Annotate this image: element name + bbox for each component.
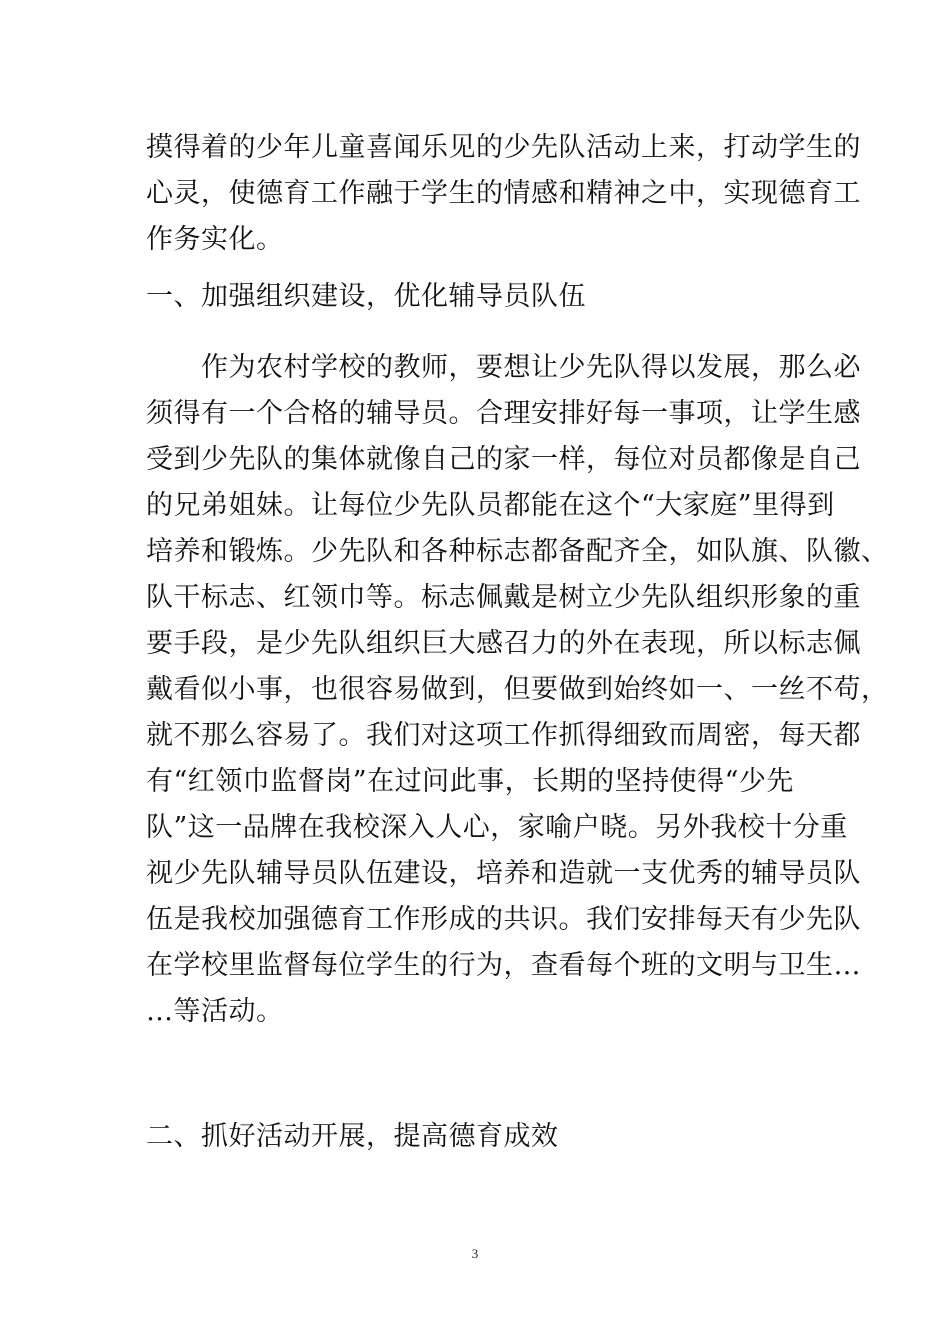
text-line: 作为农村学校的教师，要想让少先队得以发展，那么必 (146, 352, 861, 383)
text-line: 就不那么容易了。我们对这项工作抓得细致而周密，每天都 (146, 720, 861, 751)
text-line: 视少先队辅导员队伍建设，培养和造就一支优秀的辅导员队 (146, 858, 861, 889)
section-heading-2: 二、抓好活动开展，提高德育成效 (146, 1121, 559, 1152)
page-number: 3 (471, 1246, 479, 1261)
text-line: 须得有一个合格的辅导员。合理安排好每一事项，让学生感 (146, 398, 861, 429)
section1-paragraph (146, 345, 889, 1035)
text-line: 摸得着的少年儿童喜闻乐见的少先队活动上来，打动学生的 (146, 132, 861, 163)
text-line: 受到少先队的集体就像自己的家一样，每位对员都像是自己 (146, 444, 861, 475)
text-line: 心灵，使德育工作融于学生的情感和精神之中，实现德育工 (146, 178, 861, 209)
text-line: 作务实化。 (146, 224, 284, 255)
text-line: 要手段，是少先队组织巨大感召力的外在表现，所以标志佩 (146, 628, 861, 659)
text-line: 培养和锻炼。少先队和各种标志都备配齐全，如队旗、队徽、 (146, 536, 889, 567)
section-heading-1: 一、加强组织建设，优化辅导员队伍 (146, 281, 586, 312)
text-line: 队”这一品牌在我校深入人心，家喻户晓。另外我校十分重 (146, 812, 848, 843)
text-line: 有“红领巾监督岗”在过问此事，长期的坚持使得“少先 (146, 766, 794, 797)
text-line: 在学校里监督每位学生的行为，查看每个班的文明与卫生… (146, 950, 861, 981)
text-line: 戴看似小事，也很容易做到，但要做到始终如一、一丝不苟， (146, 674, 889, 705)
text-line: 的兄弟姐妹。让每位少先队员都能在这个“大家庭”里得到 (146, 490, 835, 521)
text-line: 伍是我校加强德育工作形成的共识。我们安排每天有少先队 (146, 904, 861, 935)
text-line: 队干标志、红领巾等。标志佩戴是树立少先队组织形象的重 (146, 582, 861, 613)
text-line: …等活动。 (146, 996, 284, 1027)
intro-paragraph (146, 125, 861, 263)
